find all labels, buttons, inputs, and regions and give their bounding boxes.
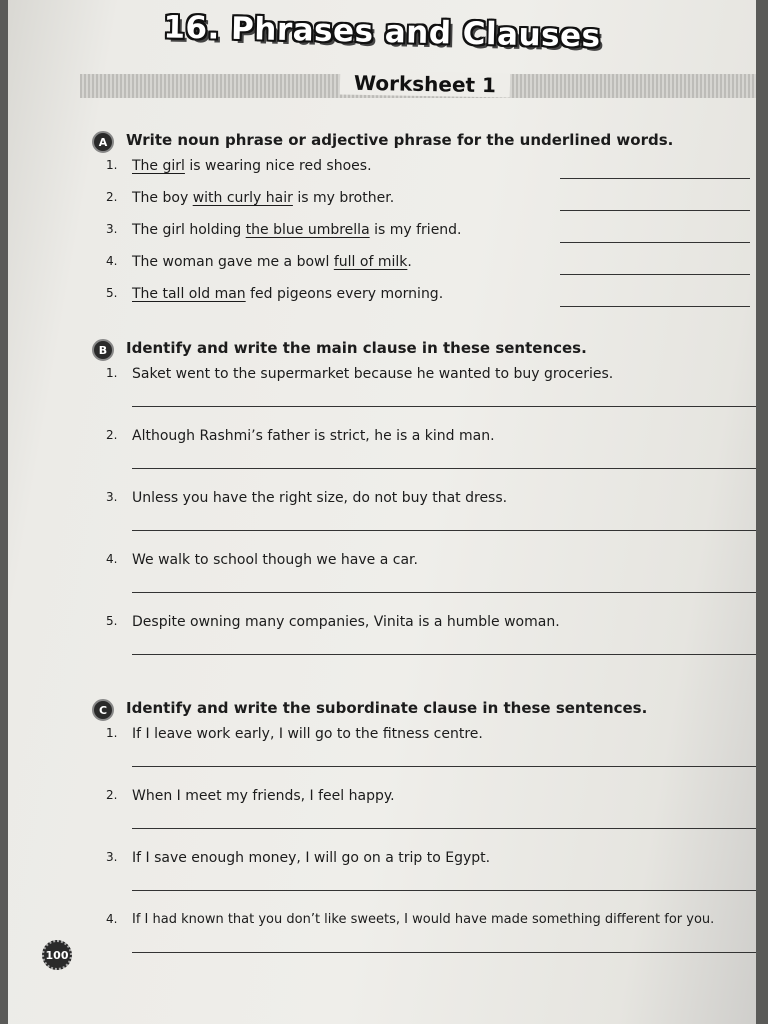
section-c xyxy=(92,696,736,974)
answer-line[interactable] xyxy=(132,890,756,891)
underlined-phrase: the blue umbrella xyxy=(245,222,370,238)
question-text: Saket went to the supermarket because he wanted to buy groceries. xyxy=(132,366,614,382)
answer-line[interactable] xyxy=(132,766,756,767)
question-text: If I leave work early, I will go to the fitness centre. xyxy=(132,726,483,742)
answer-line[interactable] xyxy=(132,952,756,953)
answer-line[interactable] xyxy=(132,828,756,829)
section-b-badge: B xyxy=(92,339,114,361)
question-b-3 xyxy=(92,490,736,552)
question-text: If I had known that you don’t like sweets, I would have made something different for you. xyxy=(132,912,715,927)
underlined-phrase: with curly hair xyxy=(192,190,293,206)
question-b-2 xyxy=(92,428,736,490)
question-text: The boy with curly hair is my brother. xyxy=(132,190,395,206)
question-text: The girl holding the blue umbrella is my friend. xyxy=(132,222,462,238)
answer-line[interactable] xyxy=(132,530,756,531)
question-b-4 xyxy=(92,552,736,614)
answer-line[interactable] xyxy=(560,242,750,243)
question-text: Despite owning many companies, Vinita is a humble woman. xyxy=(132,614,560,630)
page-number-badge: 100 xyxy=(42,940,72,970)
question-a-2 xyxy=(92,190,736,222)
question-a-5 xyxy=(92,286,736,318)
page-title: 16. Phrases and Clauses xyxy=(163,9,601,55)
question-b-5 xyxy=(92,614,736,676)
worksheet-subtitle: Worksheet 1 xyxy=(340,71,510,98)
section-a-badge: A xyxy=(92,131,114,153)
question-number: 3. xyxy=(106,490,118,504)
question-text: We walk to school though we have a car. xyxy=(132,552,418,568)
question-number: 1. xyxy=(106,158,118,172)
answer-line[interactable] xyxy=(132,406,756,407)
question-text: The tall old man fed pigeons every morning. xyxy=(132,286,444,302)
answer-line[interactable] xyxy=(132,468,756,469)
question-text: If I save enough money, I will go on a trip to Egypt. xyxy=(132,850,491,866)
question-number: 4. xyxy=(106,552,118,566)
question-a-1 xyxy=(92,158,736,190)
question-c-1 xyxy=(92,726,736,788)
section-a xyxy=(92,128,736,318)
section-c-badge: C xyxy=(92,699,114,721)
underlined-phrase: The tall old man xyxy=(132,286,246,302)
answer-line[interactable] xyxy=(560,178,750,179)
question-c-4 xyxy=(92,912,736,974)
question-text: Although Rashmi’s father is strict, he is a kind man. xyxy=(132,428,495,444)
question-number: 4. xyxy=(106,254,118,268)
question-number: 2. xyxy=(106,788,118,802)
question-number: 2. xyxy=(106,428,118,442)
question-a-4 xyxy=(92,254,736,286)
section-a-instruction: Write noun phrase or adjective phrase for the underlined words. xyxy=(126,131,674,149)
section-c-instruction: Identify and write the subordinate clause in these sentences. xyxy=(126,699,648,717)
question-b-1 xyxy=(92,366,736,428)
answer-line[interactable] xyxy=(132,654,756,655)
underlined-phrase: full of milk xyxy=(333,254,408,270)
section-b-instruction: Identify and write the main clause in these sentences. xyxy=(126,339,587,357)
answer-line[interactable] xyxy=(560,274,750,275)
question-text: The woman gave me a bowl full of milk. xyxy=(132,254,412,270)
section-b-heading xyxy=(92,336,736,366)
question-number: 2. xyxy=(106,190,118,204)
question-number: 4. xyxy=(106,912,118,926)
answer-line[interactable] xyxy=(560,306,750,307)
question-number: 1. xyxy=(106,366,118,380)
question-number: 1. xyxy=(106,726,118,740)
section-c-heading xyxy=(92,696,736,726)
underlined-phrase: The girl xyxy=(132,158,185,174)
question-number: 3. xyxy=(106,850,118,864)
question-text: Unless you have the right size, do not buy that dress. xyxy=(132,490,508,506)
question-text: The girl is wearing nice red shoes. xyxy=(132,158,372,174)
question-number: 3. xyxy=(106,222,118,236)
question-c-3 xyxy=(92,850,736,912)
worksheet-page xyxy=(8,0,756,1024)
question-c-2 xyxy=(92,788,736,850)
section-b xyxy=(92,336,736,676)
question-a-3 xyxy=(92,222,736,254)
answer-line[interactable] xyxy=(560,210,750,211)
question-text: When I meet my friends, I feel happy. xyxy=(132,788,395,804)
question-number: 5. xyxy=(106,286,118,300)
section-a-heading xyxy=(92,128,736,158)
answer-line[interactable] xyxy=(132,592,756,593)
question-number: 5. xyxy=(106,614,118,628)
